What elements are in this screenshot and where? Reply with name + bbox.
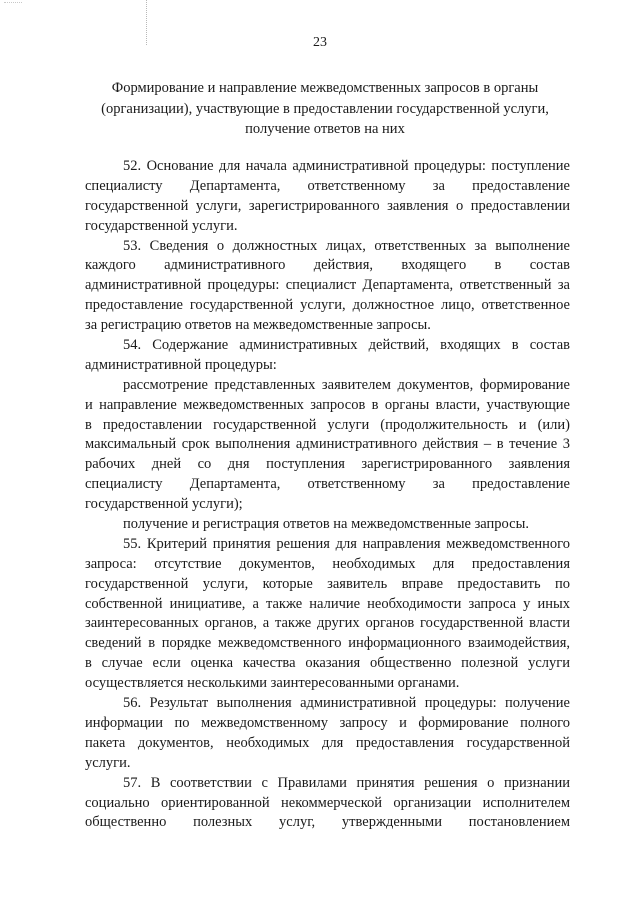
body-text-line: и направление межведомственных запросов в органы власти, участвующие [85,396,570,413]
body-text-line: заинтересованных органов, а также других органов государственной власти [85,615,570,632]
body-text-line: 57. В соответствии с Правилами принятия решения о признании [123,774,570,791]
body-text-line: в предоставлении государственной услуги (продолжительность и (или) [85,416,570,433]
section-title-line: (организации), участвующие в предоставлении государственной услуги, [101,100,549,117]
page-number: 23 [313,35,327,50]
body-text-line: специалисту Департамента, ответственному за предоставление [85,476,570,493]
body-text-line: государственной услуги, зарегистрированного заявления о предоставлении [85,197,570,214]
body-text-line: 52. Основание для начала административной процедуры: поступление [123,158,570,174]
body-text-line: 56. Результат выполнения административной процедуры: получение [123,695,570,712]
body-text-line: государственной услуги, которые заявитель вправе предоставить по [85,575,570,592]
section-title-line: Формирование и направление межведомственных запросов в органы [111,80,539,96]
body-text-line: социально ориентированной некоммерческой организации исполнителем [85,794,570,811]
section-title [90,78,560,140]
body-text-line: специалисту Департамента, ответственному за предоставление [85,177,570,194]
body-text-line: осуществляется несколькими заинтересованными органами. [85,675,460,692]
body-text-line: государственной услуги); [85,496,243,513]
body-text-line: административной процедуры: специалист Департамента, ответственный за [85,277,570,294]
body-text-line: общественно полезных услуг, утвержденными постановлением [85,814,570,831]
body-text-line: запроса: отсутствие документов, необходимых для предоставления [85,555,570,572]
section-title-line: получение ответов на них [245,121,405,137]
body-text-line: 55. Критерий принятия решения для направления межведомственного [123,535,570,552]
body-text-line: каждого административного действия, входящего в состав [85,257,570,274]
body-text-line: максимальный срок выполнения административного действия – в течение 3 [85,436,570,453]
body-text-line: пакета документов, необходимых для предоставления государственной [85,734,570,751]
body-text-line: рабочих дней со дня поступления зарегистрированного заявления [85,456,570,473]
body-text-line: административной процедуры: [85,356,277,373]
body-text-line: услуги. [85,754,131,771]
body-text-line: информации по межведомственному запросу и формирование полного [85,714,570,731]
body-text-line: государственной услуги. [85,217,238,234]
body-text-line: предоставление государственной услуги, должностное лицо, ответственное [85,297,570,314]
body-text-line: за регистрацию ответов на межведомственные запросы. [85,317,431,334]
body-text-line: получение и регистрация ответов на межведомственные запросы. [123,516,529,533]
body-text-line: сведений в порядке межведомственного информационного взаимодействия, [85,635,570,652]
body-text-line: 54. Содержание административных действий, входящих в состав [123,337,570,354]
document-body [85,157,570,833]
scan-artifact [4,2,22,4]
body-text-line: собственной инициативе, а также наличие необходимости запроса у иных [85,595,570,612]
body-text-line: в случае если оценка качества оказания общественно полезной услуги [85,655,570,672]
body-text-line: рассмотрение представленных заявителем документов, формирование [123,376,570,393]
body-text-line: 53. Сведения о должностных лицах, ответственных за выполнение [123,237,570,254]
